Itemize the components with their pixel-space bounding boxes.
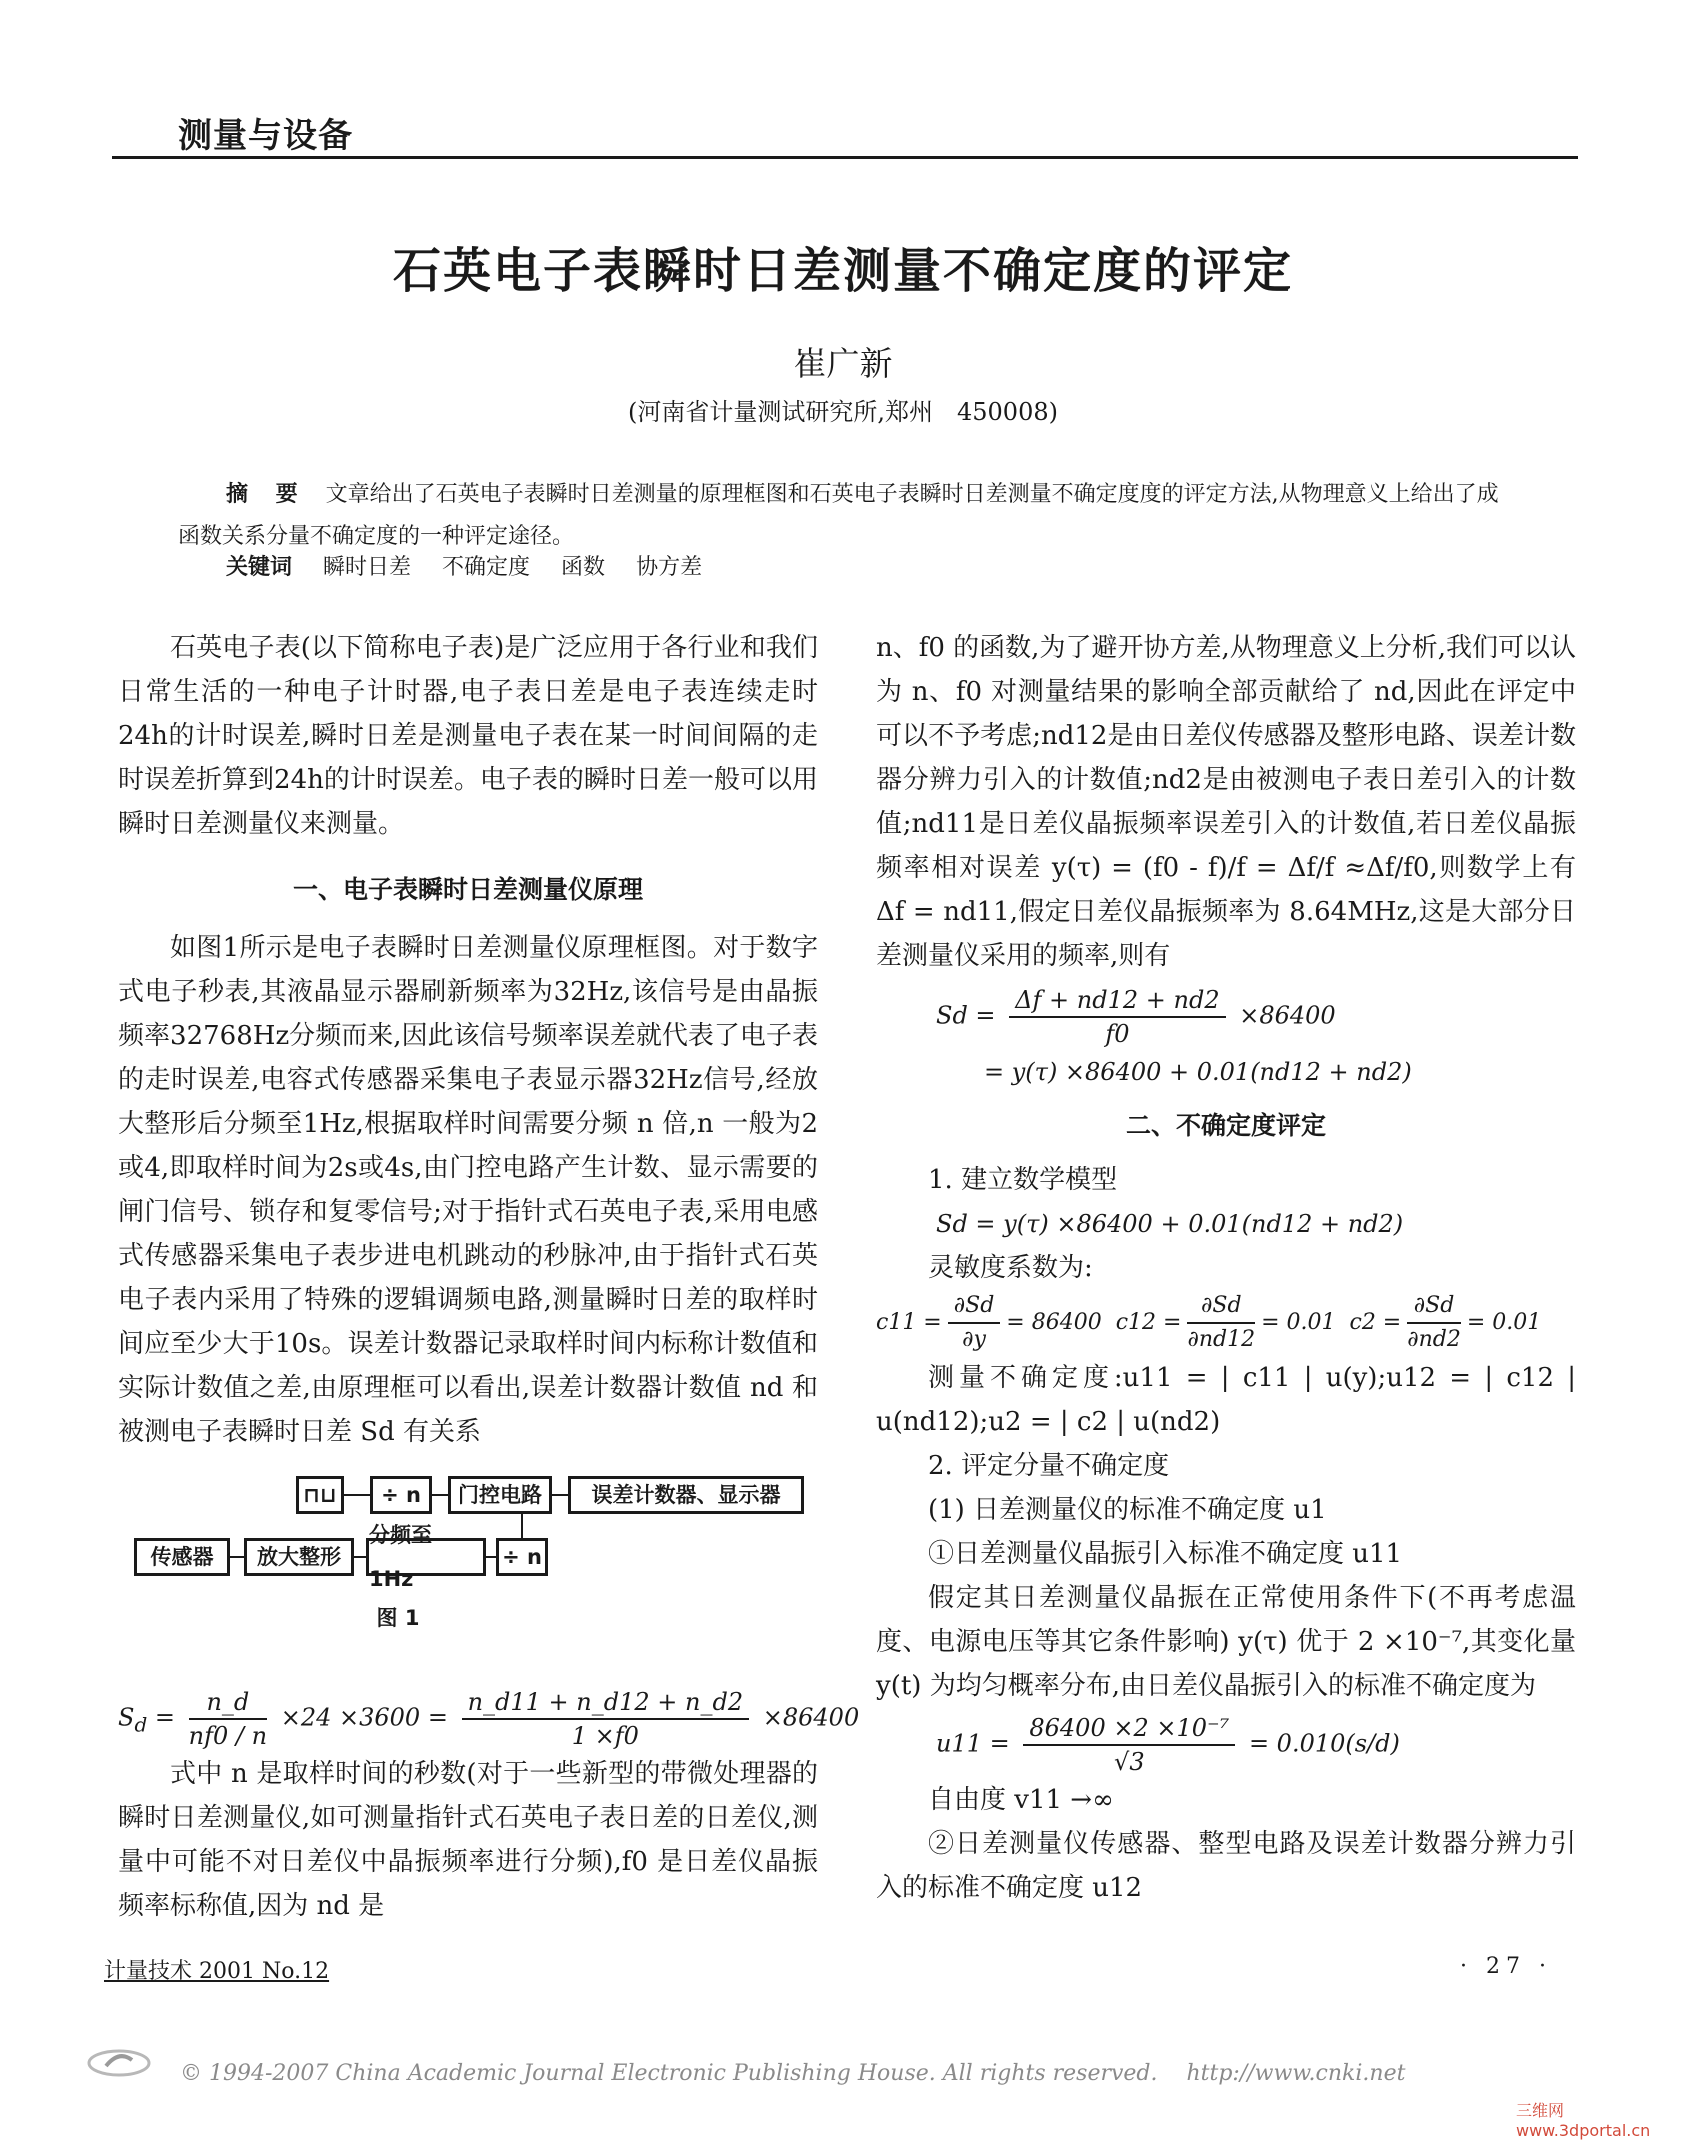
keywords-label: 关键词 — [226, 555, 293, 580]
step-2-1: (1) 日差测量仪的标准不确定度 u1 — [928, 1495, 1327, 1525]
step-2: 2. 评定分量不确定度 — [928, 1451, 1170, 1481]
keyword: 协方差 — [636, 555, 703, 580]
copyright-notice: © 1994-2007 China Academic Journal Electronic Publishing House. All rights reserved. http://www.cnki.net — [180, 2061, 1406, 2086]
paper-title: 石英电子表瞬时日差测量不确定度的评定 — [392, 243, 1293, 299]
page-number: · 27 · — [1460, 1954, 1552, 1979]
intro-paragraph: 石英电子表(以下简称电子表)是广泛应用于各行业和我们日常生活的一种电子计时器,电子表日差是电子表连续走时24h的计时误差,瞬时日差是测量电子表在某一时间间隔的走时误差折算到24h的计时误差。电子表的瞬时日差一般可以用瞬时日差测量仪来测量。 — [118, 633, 818, 839]
crystal-box — [296, 1476, 344, 1514]
figure-1 — [118, 1466, 818, 1654]
connector — [344, 1494, 370, 1496]
equation-3: u11 = $\frac{\text{86400 ×2 ×10⁻⁷}}{√3}$ = 0.010(s/d) — [936, 1714, 1400, 1776]
right-column — [876, 626, 1576, 1910]
keyword: 函数 — [561, 555, 606, 580]
step-1: 1. 建立数学模型 — [928, 1165, 1118, 1195]
sensitivity-coefficients: c11 = $\frac{\partial Sd}{\partial y}$ = 86400 c12 = $\frac{\partial Sd}{\partial nd12}$ = 0.01 c2 = $\frac{\partial Sd}{\partial nd2}$ = 0.01 — [876, 1290, 1576, 1356]
connector — [521, 1514, 523, 1538]
keyword: 瞬时日差 — [323, 555, 412, 580]
gate-circuit-box: 门控电路 — [448, 1476, 552, 1514]
keyword: 不确定度 — [442, 555, 531, 580]
keywords — [226, 550, 726, 581]
step-2-1a: ①日差测量仪晶振引入标准不确定度 u11 — [928, 1539, 1403, 1569]
site-watermark: 三维网www.3dportal.cn — [1516, 2101, 1651, 2140]
model-equation: Sd = y(τ) ×86400 + 0.01(nd12 + nd2) — [936, 1210, 1404, 1238]
connector — [552, 1494, 568, 1496]
connector — [486, 1556, 496, 1558]
connector — [354, 1556, 366, 1558]
degrees-of-freedom: 自由度 v11 →∞ — [928, 1785, 1114, 1815]
heading-principle: 一、电子表瞬时日差测量仪原理 — [292, 875, 643, 904]
cnki-logo-icon — [84, 2046, 154, 2080]
author: 崔广新 — [793, 344, 893, 383]
equation-2a: Sd = $\frac{\Delta f + nd12 + nd2}{f0}$ ×86400 — [936, 986, 1336, 1048]
divider-n2-box: ÷ n — [496, 1538, 548, 1576]
left-column — [118, 626, 860, 1928]
error-counter-box: 误差计数器、显示器 — [568, 1476, 804, 1514]
equation-2b: = y(τ) ×86400 + 0.01(nd12 + nd2) — [984, 1058, 1412, 1086]
section-header: 测量与设备 — [178, 116, 353, 156]
continued-paragraph: n、f0 的函数,为了避开协方差,从物理意义上分析,我们可以认为 n、f0 对测量结果的影响全部贡献给了 nd,因此在评定中可以不予考虑;nd12是由日差仪传感器及整形电路、误差计数器分辨力引入的计数值;nd2是由被测电子表日差引入的计数值;nd11是日差仪晶振频率误差引入的计数值,若日差仪晶振频率相对误差 y(τ) = (f0 - f)/f = Δf/f ≈Δf/f0,则数学上有 Δf = nd11,假定日差仪晶振频率为 8.64MHz,这是大部分日差测量仪采用的频率,则有 — [876, 633, 1576, 971]
crystal-icon: ⊓⊔ — [303, 1483, 337, 1507]
step-2-1b: ②日差测量仪传感器、整型电路及误差计数器分辨力引入的标准不确定度 u12 — [876, 1829, 1576, 1903]
figure-caption: 图 1 — [376, 1606, 420, 1630]
connector — [432, 1494, 448, 1496]
abstract-label: 摘 要 — [226, 482, 308, 507]
equation-1: $S_d$ = $\frac{n\_d}{nf0 / n}$ ×24 ×3600 = $\frac{n\_d11 + n\_d12 + n\_d2}{1 \times f0}$ ×86400 — [118, 1688, 860, 1750]
header-rule — [112, 156, 1578, 159]
crystal-paragraph: 假定其日差测量仪晶振在正常使用条件下(不再考虑温度、电源电压等其它条件影响) y(τ) 优于 2 ×10⁻⁷,其变化量 y(t) 为均匀概率分布,由日差仪晶振引入的标准不确定度为 — [876, 1583, 1576, 1701]
connector — [230, 1556, 244, 1558]
affiliation: (河南省计量测试研究所,郑州 450008) — [628, 398, 1058, 426]
amplifier-box: 放大整形 — [244, 1538, 354, 1576]
uncertainty-definition: 测量不确定度:u11 = | c11 | u(y);u12 = | c12 | u(nd12);u2 = | c2 | u(nd2) — [876, 1363, 1576, 1437]
journal-footer: 计量技术 2001 No.12 — [104, 1959, 330, 1984]
abstract-text: 文章给出了石英电子表瞬时日差测量的原理框图和石英电子表瞬时日差测量不确定度度的评定方法,从物理意义上给出了成函数关系分量不确定度的一种评定途径。 — [178, 482, 1499, 549]
sensor-box: 传感器 — [134, 1538, 230, 1576]
divider-n-box: ÷ n — [370, 1476, 432, 1514]
heading-uncertainty: 二、不确定度评定 — [1125, 1111, 1326, 1140]
principle-paragraph: 如图1所示是电子表瞬时日差测量仪原理框图。对于数字式电子秒表,其液晶显示器刷新频率为32Hz,该信号是由晶振频率32768Hz分频而来,因此该信号频率误差就代表了电子表的走时误差,电容式传感器采集电子表显示器32Hz信号,经放大整形后分频至1Hz,根据取样时间需要分频 n 倍,n 一般为2或4,即取样时间为2s或4s,由门控电路产生计数、显示需要的闸门信号、锁存和复零信号;对于指针式石英电子表,采用电感式传感器采集电子表步进电机跳动的秒脉冲,由于指针式石英电子表内采用了特殊的逻辑调频电路,测量瞬时日差的取样时间应至少大于10s。误差计数器记录取样时间内标称计数值和实际计数值之差,由原理框可以看出,误差计数器计数值 nd 和被测电子表瞬时日差 Sd 有关系 — [118, 933, 818, 1447]
sensitivity-label: 灵敏度系数为: — [928, 1253, 1093, 1283]
divider-1hz-box: 分频至 1Hz — [366, 1538, 486, 1576]
where-paragraph: 式中 n 是取样时间的秒数(对于一些新型的带微处理器的瞬时日差测量仪,如可测量指针式石英电子表日差的日差仪,测量中可能不对日差仪中晶振频率进行分频),f0 是日差仪晶振频率标称值,因为 nd 是 — [118, 1759, 818, 1921]
abstract — [178, 474, 1518, 558]
